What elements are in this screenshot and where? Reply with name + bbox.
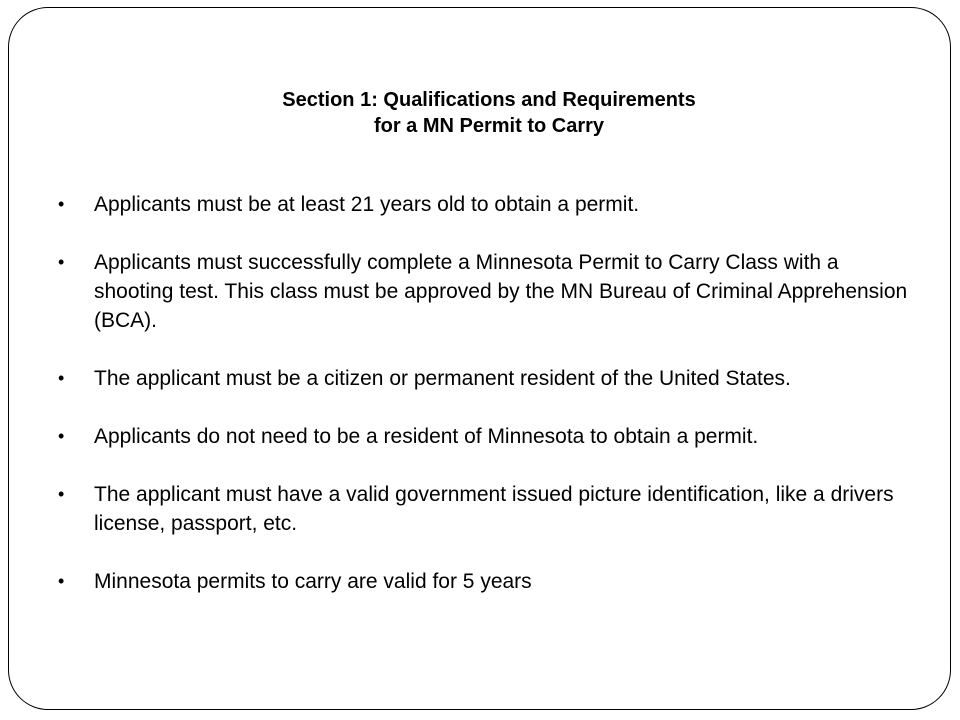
bullet-item <box>58 190 918 219</box>
bullet-list <box>58 190 918 625</box>
slide-title <box>0 87 960 139</box>
bullet-text: Applicants must successfully complete a Minnesota Permit to Carry Class with a shooting test. This class must be approved by the MN Bureau of Criminal Apprehension (BCA). <box>94 251 908 332</box>
title-line-2: for a MN Permit to Carry <box>373 115 605 137</box>
bullet-item <box>58 480 918 538</box>
bullet-text: Applicants do not need to be a resident of Minnesota to obtain a permit. <box>94 425 759 448</box>
bullet-icon: • <box>58 426 65 446</box>
title-line-1: Section 1: Qualifications and Requirements <box>282 89 696 111</box>
bullet-item <box>58 364 918 393</box>
bullet-text: The applicant must be a citizen or permanent resident of the United States. <box>94 367 791 390</box>
bullet-item <box>58 248 918 335</box>
bullet-text: Applicants must be at least 21 years old to obtain a permit. <box>94 193 640 216</box>
bullet-item <box>58 567 918 596</box>
bullet-item <box>58 422 918 451</box>
bullet-icon: • <box>58 194 65 214</box>
bullet-icon: • <box>58 484 65 504</box>
bullet-icon: • <box>58 571 65 591</box>
bullet-icon: • <box>58 368 65 388</box>
bullet-text: Minnesota permits to carry are valid for 5 years <box>94 570 532 593</box>
bullet-text: The applicant must have a valid government issued picture identification, like a drivers license, passport, etc. <box>94 483 894 535</box>
bullet-icon: • <box>58 252 65 272</box>
